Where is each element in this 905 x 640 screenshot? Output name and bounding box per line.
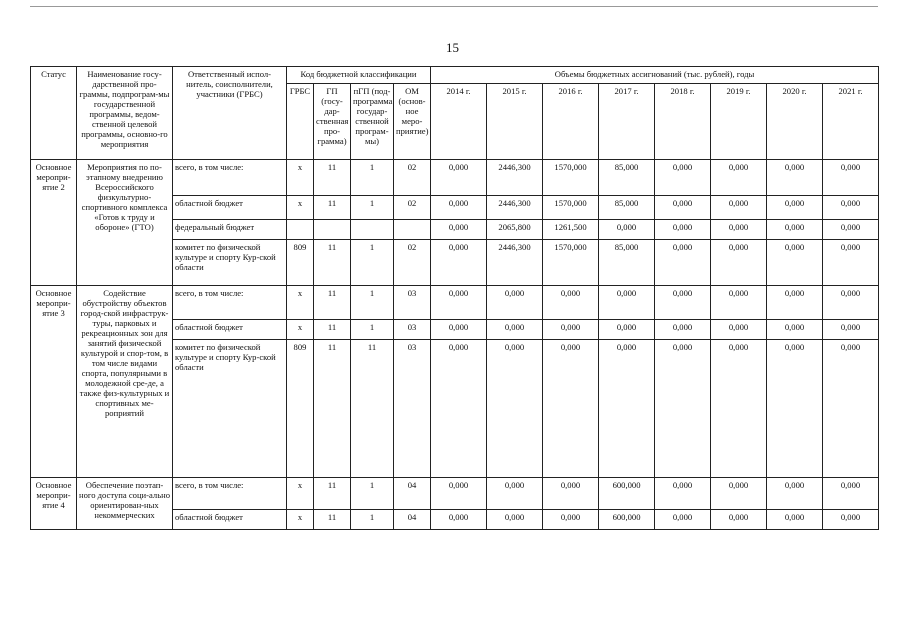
pgp-cell: 1 bbox=[351, 319, 394, 339]
value-cell: 0,000 bbox=[655, 319, 711, 339]
header-year: 2017 г. bbox=[599, 83, 655, 159]
value-cell: 0,000 bbox=[543, 339, 599, 477]
value-cell: 0,000 bbox=[599, 339, 655, 477]
value-cell: 0,000 bbox=[599, 219, 655, 239]
pgp-cell: 1 bbox=[351, 509, 394, 529]
value-cell: 0,000 bbox=[431, 477, 487, 509]
gp-cell bbox=[314, 219, 351, 239]
value-cell: 0,000 bbox=[655, 159, 711, 195]
value-cell: 0,000 bbox=[655, 195, 711, 219]
om-cell: 03 bbox=[394, 285, 431, 319]
om-cell: 02 bbox=[394, 239, 431, 285]
header-om: ОМ (основ-ное меро-приятие) bbox=[394, 83, 431, 159]
value-cell: 0,000 bbox=[767, 219, 823, 239]
value-cell: 1570,000 bbox=[543, 195, 599, 219]
value-cell: 0,000 bbox=[823, 219, 879, 239]
om-cell: 04 bbox=[394, 477, 431, 509]
value-cell: 0,000 bbox=[543, 319, 599, 339]
responsible-cell: областной бюджет bbox=[173, 509, 287, 529]
pgp-cell: 1 bbox=[351, 239, 394, 285]
value-cell: 0,000 bbox=[431, 219, 487, 239]
value-cell: 0,000 bbox=[767, 239, 823, 285]
gp-cell: 11 bbox=[314, 477, 351, 509]
responsible-cell: комитет по физической культуре и спорту Кур-ской области bbox=[173, 239, 287, 285]
header-year: 2021 г. bbox=[823, 83, 879, 159]
value-cell: 85,000 bbox=[599, 159, 655, 195]
gp-cell: 11 bbox=[314, 509, 351, 529]
header-year: 2020 г. bbox=[767, 83, 823, 159]
grbs-cell: х bbox=[287, 509, 314, 529]
value-cell: 0,000 bbox=[431, 285, 487, 319]
header-gp: ГП (госу-дар-ственная про-грамма) bbox=[314, 83, 351, 159]
value-cell: 85,000 bbox=[599, 195, 655, 219]
responsible-cell: областной бюджет bbox=[173, 195, 287, 219]
value-cell: 1570,000 bbox=[543, 239, 599, 285]
header-year: 2019 г. bbox=[711, 83, 767, 159]
gp-cell: 11 bbox=[314, 159, 351, 195]
value-cell: 0,000 bbox=[655, 285, 711, 319]
value-cell: 0,000 bbox=[711, 339, 767, 477]
value-cell: 1570,000 bbox=[543, 159, 599, 195]
value-cell: 0,000 bbox=[711, 285, 767, 319]
value-cell: 2446,300 bbox=[487, 239, 543, 285]
gp-cell: 11 bbox=[314, 339, 351, 477]
value-cell: 2446,300 bbox=[487, 159, 543, 195]
header-status: Статус bbox=[31, 67, 77, 160]
header-volumes: Объемы бюджетных ассигнований (тыс. рублей), годы bbox=[431, 67, 879, 84]
value-cell: 0,000 bbox=[711, 159, 767, 195]
gp-cell: 11 bbox=[314, 319, 351, 339]
value-cell: 0,000 bbox=[711, 195, 767, 219]
value-cell: 0,000 bbox=[543, 477, 599, 509]
header-budget-code: Код бюджетной классификации bbox=[287, 67, 431, 84]
header-year: 2015 г. bbox=[487, 83, 543, 159]
responsible-cell: всего, в том числе: bbox=[173, 285, 287, 319]
value-cell: 2065,800 bbox=[487, 219, 543, 239]
value-cell: 0,000 bbox=[823, 159, 879, 195]
responsible-cell: всего, в том числе: bbox=[173, 477, 287, 509]
status-cell: Основное меропри-ятие 4 bbox=[31, 477, 77, 529]
grbs-cell: х bbox=[287, 319, 314, 339]
responsible-cell: комитет по физической культуре и спорту Кур-ской области bbox=[173, 339, 287, 477]
name-cell: Обеспечение поэтап-ного доступа соци-ально ориентирован-ных некоммерческих bbox=[77, 477, 173, 529]
value-cell: 0,000 bbox=[599, 319, 655, 339]
value-cell: 0,000 bbox=[543, 509, 599, 529]
header-year: 2018 г. bbox=[655, 83, 711, 159]
grbs-cell: х bbox=[287, 159, 314, 195]
pgp-cell: 1 bbox=[351, 195, 394, 219]
grbs-cell: х bbox=[287, 477, 314, 509]
value-cell: 0,000 bbox=[431, 239, 487, 285]
name-cell: Содействие обустройству объектов город-ской инфраструк-туры, парковых и рекреационных зон для занятий физической культурой и спор-том, в том числе видами спорта, популярными в молодежной сре-де, а также физ-культурных и спортивных ме-роприятий bbox=[77, 285, 173, 477]
pgp-cell: 1 bbox=[351, 477, 394, 509]
gp-cell: 11 bbox=[314, 285, 351, 319]
header-year: 2016 г. bbox=[543, 83, 599, 159]
value-cell: 0,000 bbox=[487, 509, 543, 529]
value-cell: 0,000 bbox=[655, 509, 711, 529]
value-cell: 0,000 bbox=[767, 509, 823, 529]
status-cell: Основное меропри-ятие 2 bbox=[31, 159, 77, 285]
value-cell: 2446,300 bbox=[487, 195, 543, 219]
om-cell: 02 bbox=[394, 195, 431, 219]
value-cell: 0,000 bbox=[655, 477, 711, 509]
gp-cell: 11 bbox=[314, 239, 351, 285]
value-cell: 0,000 bbox=[823, 285, 879, 319]
grbs-cell: 809 bbox=[287, 339, 314, 477]
value-cell: 0,000 bbox=[543, 285, 599, 319]
value-cell: 85,000 bbox=[599, 239, 655, 285]
value-cell: 600,000 bbox=[599, 509, 655, 529]
value-cell: 0,000 bbox=[487, 285, 543, 319]
value-cell: 0,000 bbox=[431, 159, 487, 195]
value-cell: 0,000 bbox=[767, 195, 823, 219]
value-cell: 0,000 bbox=[823, 195, 879, 219]
value-cell: 0,000 bbox=[431, 339, 487, 477]
grbs-cell: х bbox=[287, 195, 314, 219]
value-cell: 0,000 bbox=[487, 339, 543, 477]
name-cell: Мероприятия по по-этапному внедрению Всероссийского физкультурно-спортивного комплекса «Готов к труду и обороне» (ГТО) bbox=[77, 159, 173, 285]
value-cell: 0,000 bbox=[711, 319, 767, 339]
value-cell: 0,000 bbox=[431, 195, 487, 219]
value-cell: 0,000 bbox=[767, 319, 823, 339]
value-cell: 0,000 bbox=[767, 477, 823, 509]
om-cell: 02 bbox=[394, 159, 431, 195]
page-number: 15 bbox=[446, 40, 459, 55]
value-cell: 0,000 bbox=[655, 219, 711, 239]
value-cell: 0,000 bbox=[823, 509, 879, 529]
value-cell: 600,000 bbox=[599, 477, 655, 509]
value-cell: 0,000 bbox=[487, 477, 543, 509]
pgp-cell: 1 bbox=[351, 285, 394, 319]
om-cell: 03 bbox=[394, 339, 431, 477]
om-cell: 03 bbox=[394, 319, 431, 339]
grbs-cell bbox=[287, 219, 314, 239]
header-responsible: Ответственный испол-нитель, соисполнители, участники (ГРБС) bbox=[173, 67, 287, 160]
value-cell: 0,000 bbox=[823, 239, 879, 285]
top-rule bbox=[30, 6, 878, 7]
pgp-cell bbox=[351, 219, 394, 239]
value-cell: 0,000 bbox=[487, 319, 543, 339]
value-cell: 0,000 bbox=[711, 477, 767, 509]
value-cell: 0,000 bbox=[431, 319, 487, 339]
responsible-cell: областной бюджет bbox=[173, 319, 287, 339]
header-pgp: пГП (под-программа государ-ственной програм-мы) bbox=[351, 83, 394, 159]
header-grbs: ГРБС bbox=[287, 83, 314, 159]
om-cell bbox=[394, 219, 431, 239]
pgp-cell: 11 bbox=[351, 339, 394, 477]
budget-table bbox=[30, 66, 879, 530]
value-cell: 0,000 bbox=[599, 285, 655, 319]
gp-cell: 11 bbox=[314, 195, 351, 219]
value-cell: 0,000 bbox=[711, 509, 767, 529]
table-row bbox=[31, 285, 879, 319]
responsible-cell: всего, в том числе: bbox=[173, 159, 287, 195]
value-cell: 0,000 bbox=[655, 339, 711, 477]
table-row bbox=[31, 477, 879, 509]
value-cell: 0,000 bbox=[767, 285, 823, 319]
status-cell: Основное меропри-ятие 3 bbox=[31, 285, 77, 477]
value-cell: 1261,500 bbox=[543, 219, 599, 239]
header-year: 2014 г. bbox=[431, 83, 487, 159]
value-cell: 0,000 bbox=[431, 509, 487, 529]
value-cell: 0,000 bbox=[823, 339, 879, 477]
value-cell: 0,000 bbox=[655, 239, 711, 285]
value-cell: 0,000 bbox=[711, 219, 767, 239]
responsible-cell: федеральный бюджет bbox=[173, 219, 287, 239]
om-cell: 04 bbox=[394, 509, 431, 529]
pgp-cell: 1 bbox=[351, 159, 394, 195]
value-cell: 0,000 bbox=[823, 477, 879, 509]
value-cell: 0,000 bbox=[767, 159, 823, 195]
value-cell: 0,000 bbox=[767, 339, 823, 477]
grbs-cell: х bbox=[287, 285, 314, 319]
value-cell: 0,000 bbox=[711, 239, 767, 285]
grbs-cell: 809 bbox=[287, 239, 314, 285]
header-name: Наименование госу-дарственной про-граммы, подпрограм-мы государственной программы, ведом-ственной целевой программы, основно-го мероприятия bbox=[77, 67, 173, 160]
table-row bbox=[31, 159, 879, 195]
value-cell: 0,000 bbox=[823, 319, 879, 339]
